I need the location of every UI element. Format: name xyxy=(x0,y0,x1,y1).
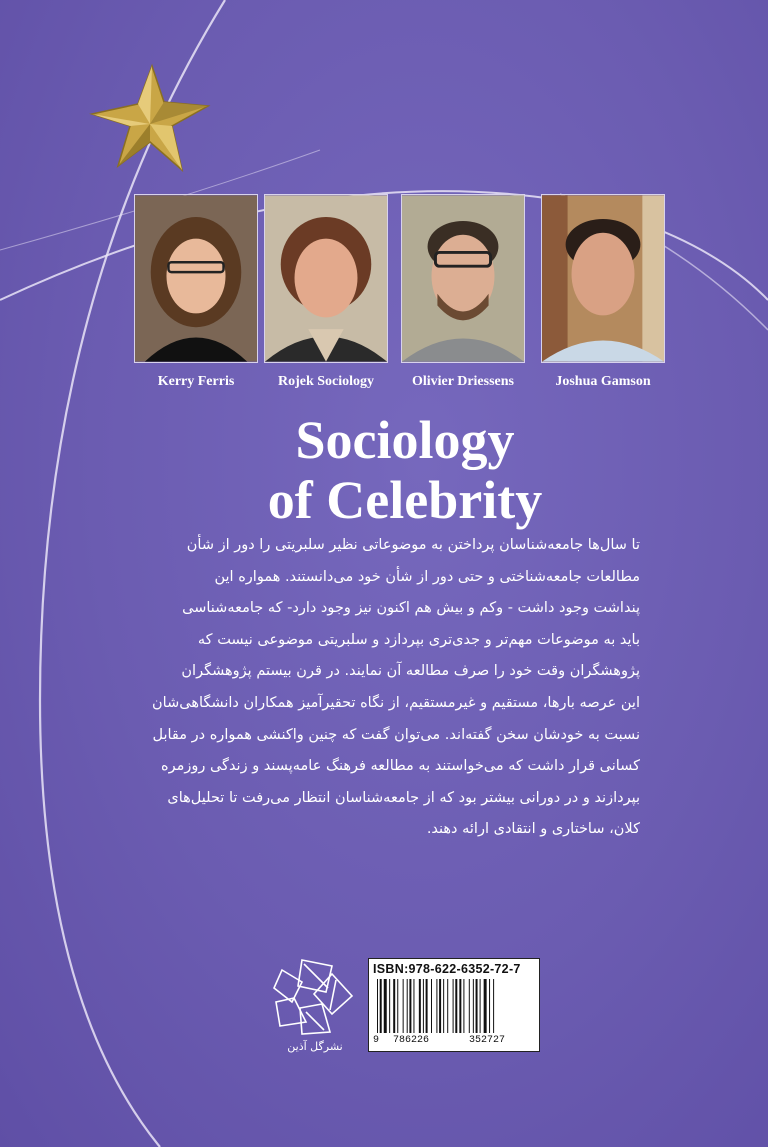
book-title-line-1: Sociology xyxy=(295,410,515,470)
author-photo-rojek xyxy=(264,194,388,363)
description-line: تا سال‌ها جامعه‌شناسان پرداختن به موضوعاتی نظیر سلبریتی را دور از شأن xyxy=(186,537,640,553)
barcode-bar xyxy=(403,979,404,1033)
barcode-bar xyxy=(484,979,487,1033)
book-title-line-2: of Celebrity xyxy=(267,470,543,530)
isbn-text: ISBN:978-622-6352-72-7 xyxy=(373,962,521,976)
barcode-digits-left: 9 xyxy=(373,1035,380,1046)
barcode-bar xyxy=(443,979,444,1033)
barcode-bar xyxy=(459,979,461,1033)
barcode-bar xyxy=(489,979,490,1033)
publisher-name: نشرگل آذین xyxy=(287,1040,343,1053)
barcode-bars xyxy=(375,979,535,1033)
description-line: نسبت به خودشان سخن گفته‌اند. می‌توان گفت که چنین واکنشی همواره در مقابل xyxy=(152,726,640,743)
barcode-bar xyxy=(493,979,494,1033)
description-line: کسانی قرار داشت که می‌خواستند به مطالعه فرهنگ عامه‌پسند و زندگی روزمره xyxy=(160,758,640,775)
description-line: این عرصه بارها، مستقیم و غیرمستقیم، از نگاه تحقیرآمیز همکاران دانشگاهی‌شان xyxy=(152,694,640,711)
author-photo-joshua-gamson xyxy=(541,194,665,363)
barcode-bar xyxy=(426,979,428,1033)
barcode-bar xyxy=(413,979,414,1033)
barcode-bar xyxy=(469,979,470,1033)
barcode-bar xyxy=(439,979,441,1033)
barcode-bar xyxy=(419,979,421,1033)
publisher-logo-icon xyxy=(272,952,358,1038)
barcode-bar xyxy=(463,979,464,1033)
description-line: پنداشت وجود داشت - وکم و بیش هم اکنون نیز وجود دارد- که جامعه‌شناسی xyxy=(182,600,640,617)
barcode-bar xyxy=(447,979,448,1033)
barcode-bar xyxy=(377,979,378,1033)
barcode-bar xyxy=(423,979,424,1033)
barcode-bar xyxy=(476,979,478,1033)
barcode-digits-middle: 786226 xyxy=(393,1035,430,1046)
book-description xyxy=(128,530,640,846)
barcode-bar xyxy=(393,979,395,1033)
description-line: پژوهشگران وقت خود را صرف مطالعه آن نمایند. در قرن بیستم پژوهشگران xyxy=(181,663,640,680)
barcode-bar xyxy=(473,979,474,1033)
barcode-bar xyxy=(480,979,481,1033)
book-title xyxy=(200,410,610,530)
author-name-3: Olivier Driessens xyxy=(411,374,514,389)
author-name-2: Rojek Sociology xyxy=(277,374,375,389)
barcode-bar xyxy=(380,979,382,1033)
barcode-bar xyxy=(384,979,387,1033)
barcode-bar xyxy=(431,979,432,1033)
author-photo-kerry-ferris xyxy=(134,194,258,363)
barcode-bar xyxy=(389,979,390,1033)
gold-star-icon xyxy=(86,62,216,174)
description-line: کلان، ساختاری و انتقادی ارائه دهند. xyxy=(426,821,640,838)
barcode-bar xyxy=(453,979,454,1033)
barcode-bar xyxy=(397,979,398,1033)
barcode-bar xyxy=(407,979,408,1033)
barcode-digits-right: 352727 xyxy=(469,1035,506,1046)
description-line: باید به موضوعات مهم‌تر و جدی‌تری بپردازد و سلبریتی موضوعی نیست که xyxy=(197,631,640,648)
description-line: مطالعات جامعه‌شناختی و حتی دور از شأن خود می‌دانستند. همواره این xyxy=(214,568,640,585)
isbn-barcode xyxy=(368,958,540,1052)
barcode-bar xyxy=(409,979,411,1033)
author-name-4: Joshua Gamson xyxy=(555,374,651,389)
author-photo-olivier-driessens xyxy=(401,194,525,363)
description-line: بپردازند و در دورانی بیشتر بود که از جامعه‌شناسان انتظار می‌رفت تا تحلیل‌های xyxy=(167,789,640,806)
barcode-bar xyxy=(455,979,457,1033)
barcode-bar xyxy=(436,979,437,1033)
author-name-1: Kerry Ferris xyxy=(157,374,235,389)
